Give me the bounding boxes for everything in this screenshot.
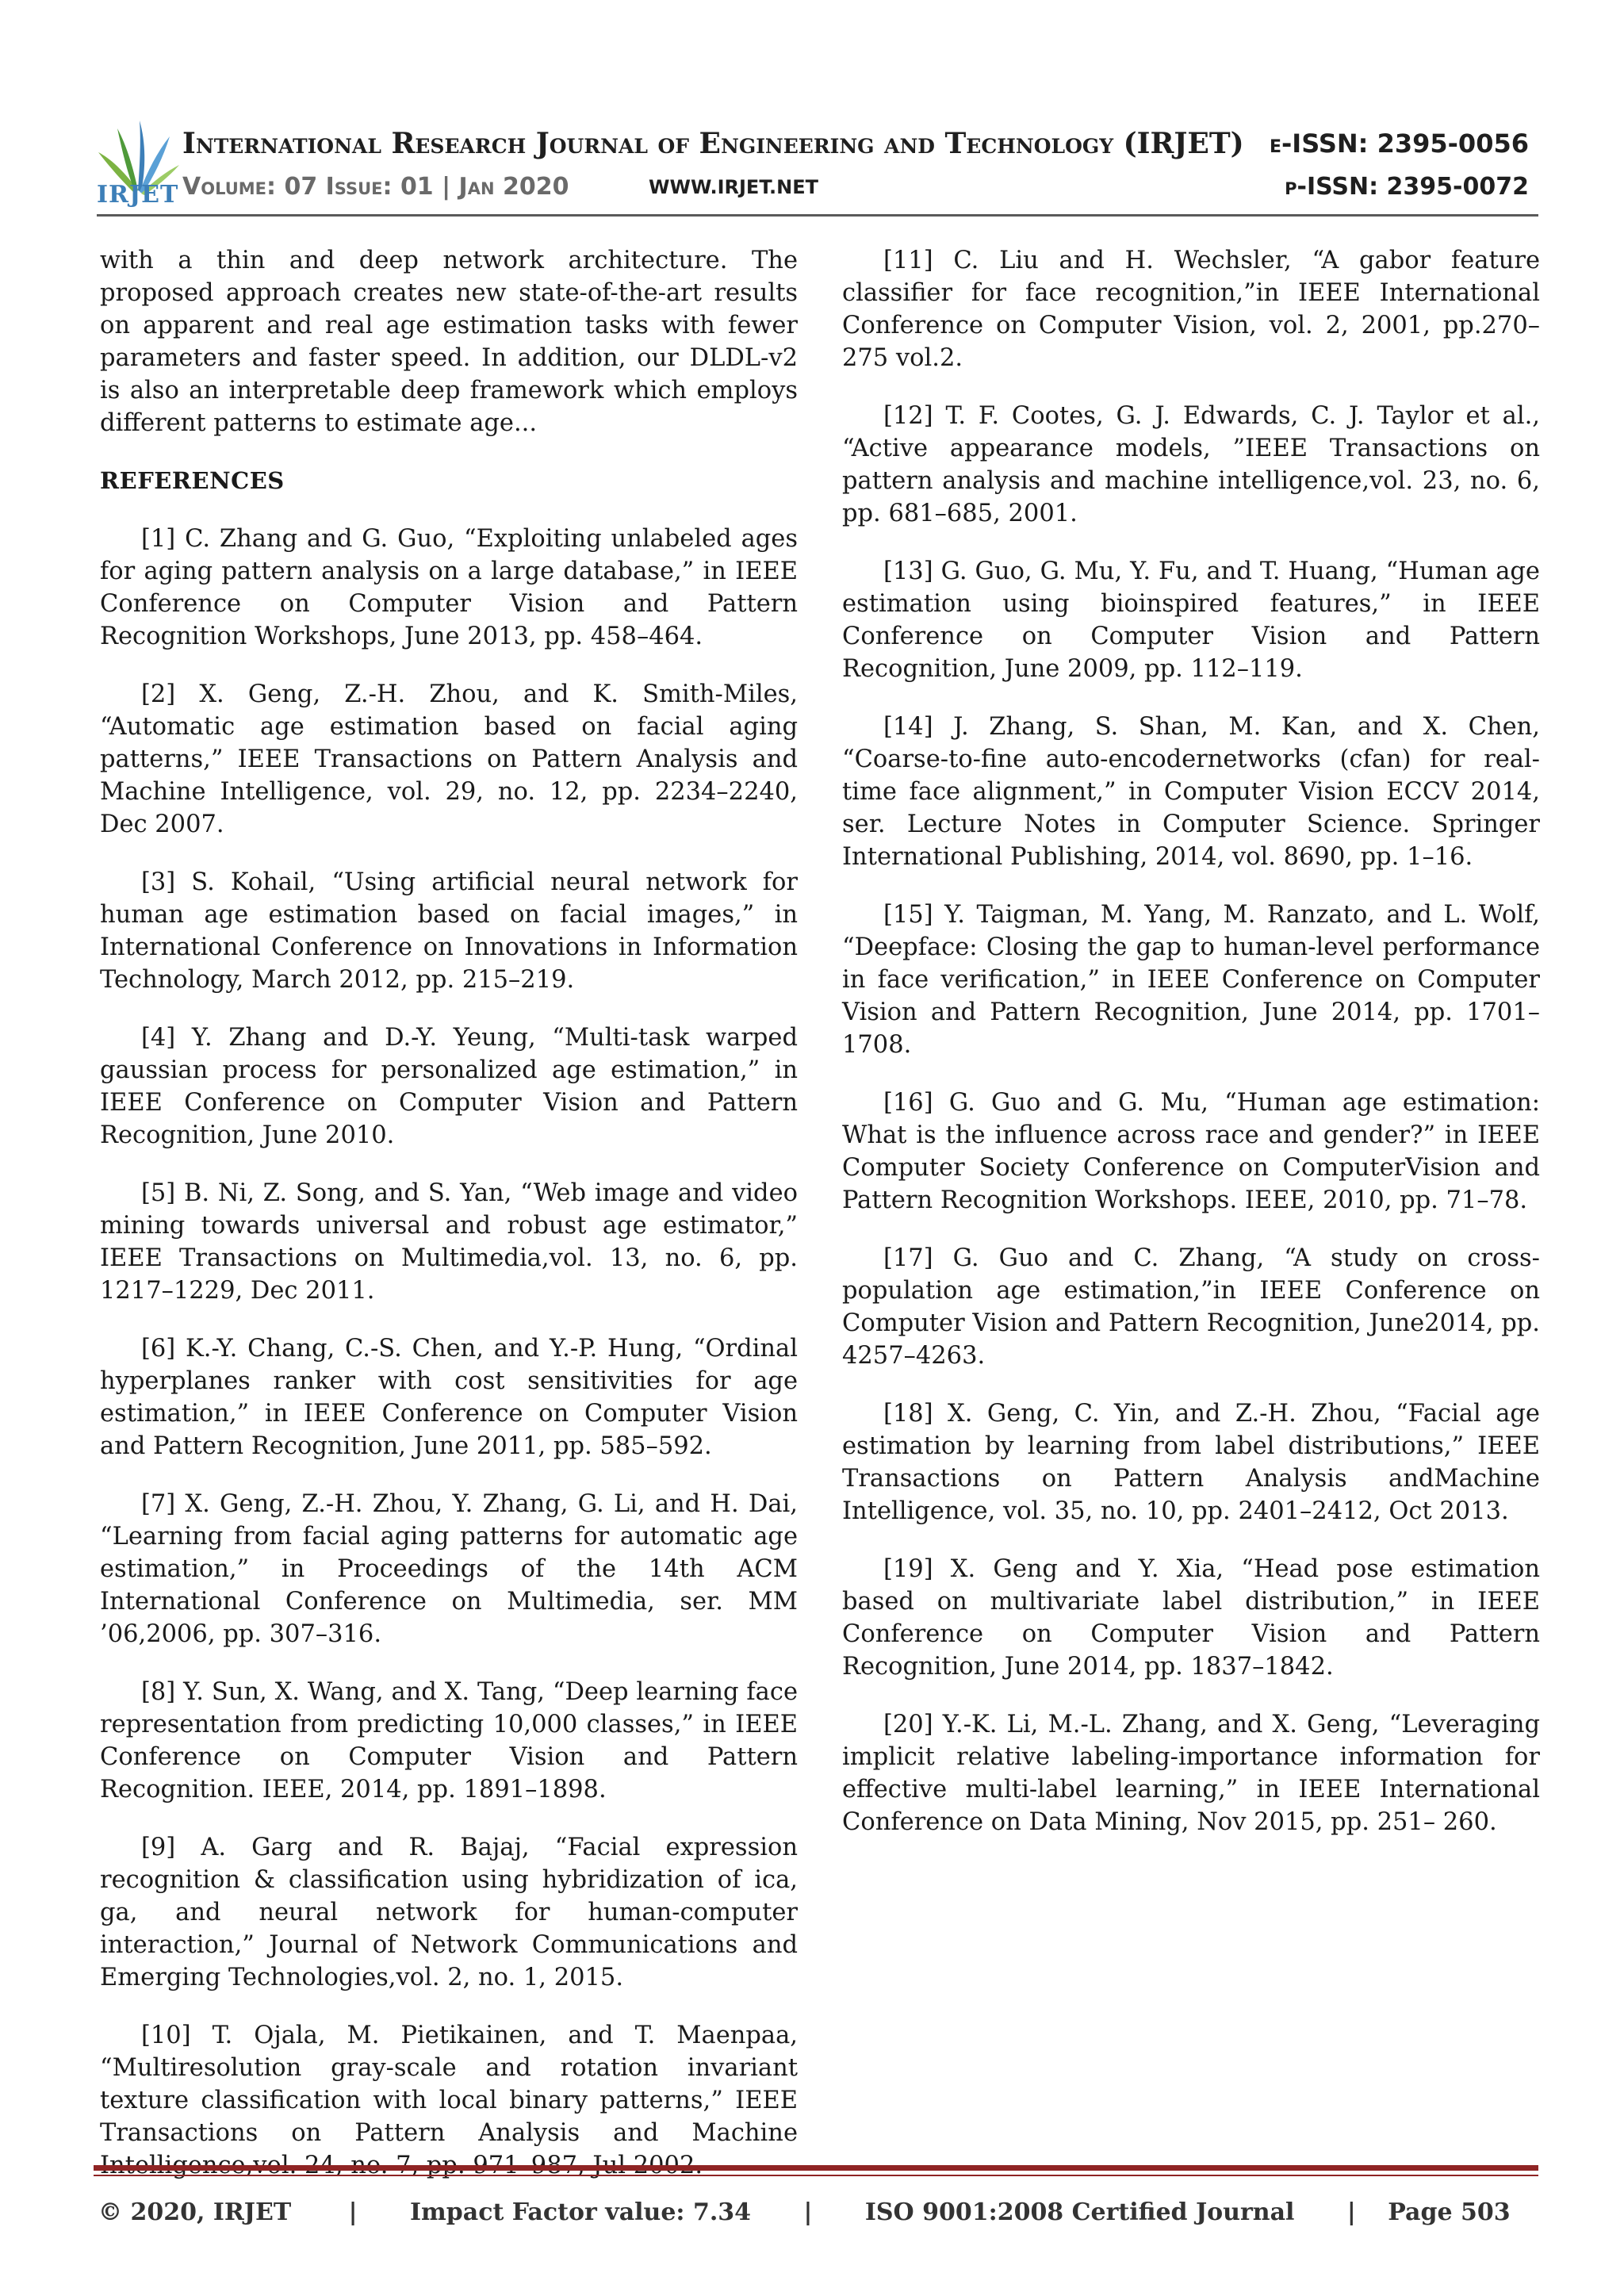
left-column (100, 244, 798, 2207)
footer-separator: | (1346, 2198, 1356, 2226)
reference-item: [2] X. Geng, Z.-H. Zhou, and K. Smith-Miles, “Automatic age estimation based on facial aging patterns,” IEEE Transactions on Pattern Analysis and Machine Intelligence, vol. 29, no. 12, pp. 2234–2240, Dec 2007. (100, 680, 798, 838)
footer-divider-thin (94, 2175, 1538, 2176)
reference-item: [12] T. F. Cootes, G. J. Edwards, C. J. Taylor et al., “Active appearance models, ”IEEE Transactions on pattern analysis and machine intelligence,vol. 23, no. 6, pp. 681–685, 2001. (842, 402, 1540, 527)
reference-item: [11] C. Liu and H. Wechsler, “A gabor feature classifier for face recognition,”in IEEE International Conference on Computer Vision, vol. 2, 2001, pp.270–275 vol.2. (842, 247, 1540, 372)
reference-item: [4] Y. Zhang and D.-Y. Yeung, “Multi-task warped gaussian process for personalized age estimation,” in IEEE Conference on Computer Vision and Pattern Recognition, June 2010. (100, 1024, 798, 1149)
reference-item: [19] X. Geng and Y. Xia, “Head pose estimation based on multivariate label distribution,” in IEEE Conference on Computer Vision and Pattern Recognition, June 2014, pp. 1837–1842. (842, 1555, 1540, 1681)
reference-item: [9] A. Garg and R. Bajaj, “Facial expression recognition & classification using hybridization of ica, ga, and neural network for human-computer interaction,” Journal of Network Communications and Emerging Technologies,vol. 2, no. 1, 2015. (100, 1834, 798, 1991)
e-issn: e-ISSN: 2395-0056 (1270, 128, 1529, 159)
header-divider (97, 214, 1538, 217)
footer-impact-factor: Impact Factor value: 7.34 (410, 2198, 752, 2226)
reference-item: [20] Y.-K. Li, M.-L. Zhang, and X. Geng, “Leveraging implicit relative labeling-importance information for effective multi-label learning,” in IEEE International Conference on Data Mining, Nov 2015, pp. 251– 260. (842, 1711, 1540, 1836)
footer-separator: | (348, 2198, 358, 2226)
reference-item: [8] Y. Sun, X. Wang, and X. Tang, “Deep learning face representation from predicting 10,000 classes,” in IEEE Conference on Computer Vision and Pattern Recognition. IEEE, 2014, pp. 1891–1898. (100, 1678, 798, 1803)
reference-item: [15] Y. Taigman, M. Yang, M. Ranzato, and L. Wolf, “Deepface: Closing the gap to human-level performance in face verification,” in IEEE Conference on Computer Vision and Pattern Recognition, June 2014, pp. 1701–1708. (842, 901, 1540, 1059)
right-column (842, 244, 1540, 1864)
reference-item: [17] G. Guo and C. Zhang, “A study on cross-population age estimation,”in IEEE Conference on Computer Vision and Pattern Recognition, June2014, pp. 4257–4263. (842, 1244, 1540, 1370)
reference-item: [10] T. Ojala, M. Pietikainen, and T. Maenpaa, “Multiresolution gray-scale and rotation invariant texture classification with local binary patterns,” IEEE Transactions on Pattern Analysis and Machine (100, 2022, 798, 2147)
page-footer (98, 2198, 1542, 2226)
intro-paragraph: with a thin and deep network architecture. The proposed approach creates new state-of-the-art results on apparent and real age estimation tasks with fewer parameters and faster speed. In addition, our DLDL-v2 is also an interpretable deep framework which employs different patterns to estimate age... (100, 247, 798, 437)
footer-separator: | (803, 2198, 813, 2226)
footer-divider-thick (94, 2165, 1538, 2171)
volume-issue: Volume: 07 Issue: 01 | Jan 2020 (182, 173, 569, 201)
reference-item: [1] C. Zhang and G. Guo, “Exploiting unlabeled ages for aging pattern analysis on a large database,” in IEEE Conference on Computer Vision and Pattern Recognition Workshops, June 2013, pp. 458–464. (100, 525, 798, 650)
p-issn: p-ISSN: 2395-0072 (1285, 173, 1529, 201)
reference-item: [18] X. Geng, C. Yin, and Z.-H. Zhou, “Facial age estimation by learning from label distributions,” IEEE Transactions on Pattern Analysis andMachine Intelligence, vol. 35, no. 10, pp. 2401–2412, Oct 2013. (842, 1400, 1540, 1525)
journal-website-link[interactable]: WWW.IRJET.NET (649, 176, 819, 198)
reference-item: [5] B. Ni, Z. Song, and S. Yan, “Web image and video mining towards universal and robust age estimator,” IEEE Transactions on Multimedia,vol. 13, no. 6, pp. 1217–1229, Dec 2011. (100, 1179, 798, 1305)
footer-iso-certification: ISO 9001:2008 Certified Journal (864, 2198, 1295, 2226)
reference-item: [3] S. Kohail, “Using artificial neural network for human age estimation based on facial images,” in International Conference on Innovations in Information Technology, March 2012, pp. 215–219. (100, 868, 798, 994)
journal-title: International Research Journal of Engineering and Technology (IRJET) (182, 127, 1244, 160)
logo-text: IRJET (97, 181, 179, 209)
footer-copyright: © 2020, IRJET (98, 2198, 292, 2226)
reference-item: [14] J. Zhang, S. Shan, M. Kan, and X. Chen, “Coarse-to-fine auto-encodernetworks (cfan) for real-time face alignment,” in Computer Vision ECCV 2014, ser. Lecture Notes in Computer Science. Springer International Publishing, 2014, vol. 8690, pp. 1–16. (842, 713, 1540, 871)
page-header (0, 0, 1624, 230)
reference-item: [6] K.-Y. Chang, C.-S. Chen, and Y.-P. Hung, “Ordinal hyperplanes ranker with cost sensitivities for age estimation,” in IEEE Conference on Computer Vision and Pattern Recognition, June 2011, pp. 585–592. (100, 1335, 798, 1460)
references-heading: REFERENCES (100, 467, 285, 494)
reference-item: [7] X. Geng, Z.-H. Zhou, Y. Zhang, G. Li, and H. Dai, “Learning from facial aging patterns for automatic age estimation,” in Proceedings of the 14th ACM International Conference on Multimedia, ser. MM ’06,2006, pp. 307–316. (100, 1490, 798, 1648)
reference-item: [16] G. Guo and G. Mu, “Human age estimation: What is the influence across race and gender?” in IEEE Computer Society Conference on ComputerVision and Pattern Recognition Workshops. IEEE, 2010, pp. 71–78. (842, 1089, 1540, 1214)
reference-item: [13] G. Guo, G. Mu, Y. Fu, and T. Huang, “Human age estimation using bioinspired features,” in IEEE Conference on Computer Vision and Pattern Recognition, June 2009, pp. 112–119. (842, 558, 1540, 683)
footer-page-number: Page 503 (1388, 2198, 1511, 2226)
